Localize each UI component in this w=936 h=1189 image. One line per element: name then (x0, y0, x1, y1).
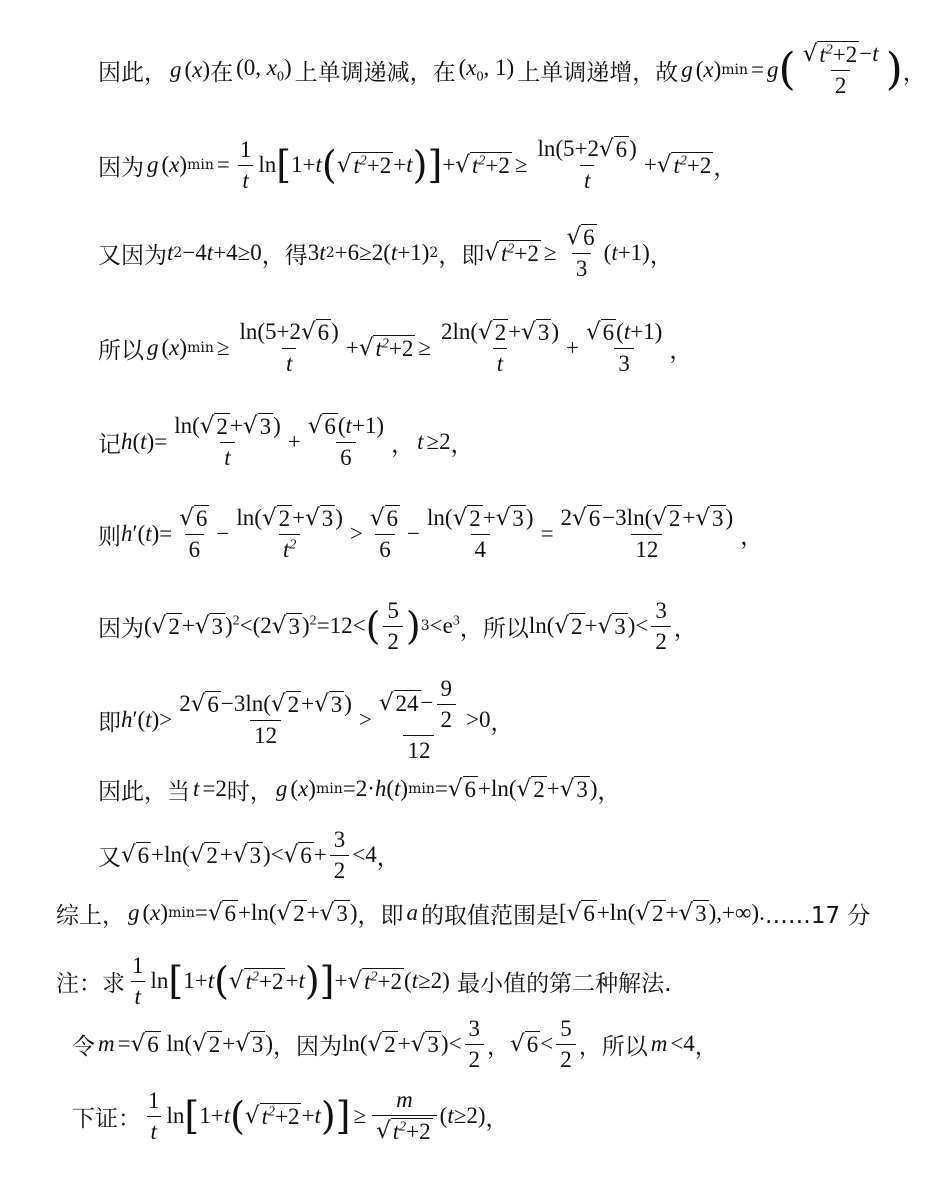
fraction: ln( √ 2 + √ 3 ) $t^2$ (236, 505, 343, 562)
fraction: $\frac{5}{2}$ (383, 598, 403, 655)
line-5-end: ， (450, 431, 474, 458)
line-10: 又 √ 6 +ln( √ 2 + √ 3 )< √ 6 + $\frac{3}{2}$ <4 ， (98, 826, 400, 883)
fraction: $\frac{3}{2}$ (465, 1016, 485, 1073)
line-14-end: ， (485, 1105, 509, 1132)
line-10-end: ， (376, 844, 400, 871)
line-3: 又因为 t 2 −4 t +4≥0 ，得 3 t 2 +6≥2( t +1) 2 ，即 √ $t^2+2$ ≥ √ 6 3 ( t +1) ， (98, 224, 673, 281)
line-13-text: ，因为 (273, 1033, 343, 1060)
formula: g (681, 57, 693, 82)
line-4: 所以 g ( x ) min ≥ ln(5+2 √ 6 ) t + √ $t^2+2$ ≥ 2ln( √ 2 + √ 3 ) t + √ 6 (t+1) 3 ， (98, 319, 693, 376)
line-13-end: ， (694, 1033, 718, 1060)
line-10-prefix: 又 (98, 844, 121, 871)
line-8: 即 h ′( t )> 2 √ 6 −3ln( √ 2 + √ 3 ) 12 > √ 24 − $\frac{9}{2}$ 12 >0 ， (98, 676, 514, 763)
formula: (0, $x_0$) (236, 54, 292, 85)
line-7-text: ，所以 (459, 615, 529, 642)
formula: ($x_0$, 1) (458, 54, 515, 85)
line-13-prefix: 令 (72, 1033, 95, 1060)
line-9-prefix: 因此，当 (98, 778, 190, 805)
line-3-prefix: 又因为 (98, 242, 167, 269)
line-8-prefix: 即 (98, 709, 121, 736)
fraction: $\frac{1}{t}$ (148, 1087, 160, 1144)
line-12-prefix: 注：求 (56, 970, 125, 997)
fraction: $\frac{1}{t}$ (239, 136, 252, 193)
line-9: 因此，当 t =2 时， g ( x ) min =2· h ( t ) min = √ 6 +ln( √ 2 + √ 3 ) ， (98, 766, 621, 812)
fraction: √ 24 − $\frac{9}{2}$ 12 (375, 676, 463, 764)
line-1-text: 上单调递减，在 (294, 59, 456, 86)
line-13-text: ，所以 (578, 1033, 648, 1060)
line-11-prefix: 综上， (56, 902, 125, 929)
line-5: 记 h ( t )= ln( √ 2 + √ 3 ) t + √ 6 (t+1) 6 ， t ≥2 ， (98, 413, 474, 470)
line-14-prefix: 下证： (72, 1105, 141, 1132)
line-1-end: ， (902, 59, 926, 86)
fraction: √ $t^2+2$ −t 2 (802, 41, 879, 98)
line-9-end: ， (597, 778, 621, 805)
line-6-end: ， (740, 523, 764, 550)
line-2-prefix: 因为 (98, 154, 144, 181)
line-12: 注：求 $\frac{1}{t}$ ln [ 1+ t ( √ $t^2+2$ + t ) ] + √ $t^2+2$ ( t ≥2) 最小值的第二种解法. (56, 952, 672, 1009)
line-2-end: ， (713, 154, 737, 181)
score-note: ……17 分 (764, 902, 871, 929)
line-6: 则 h ′( t )= √ 6 6 − ln( √ 2 + √ 3 ) $t^2$ > √ 6 6 − ln( √ 2 + √ 3 ) 4 = 2 √ 6 −3ln( √ 2 + √ 3 ) 12 ， (98, 505, 764, 562)
fraction: √ 6 (t+1) 6 (307, 413, 385, 470)
line-3-end: ， (649, 242, 673, 269)
line-1: 因此， g ( x ) 在 (0, $x_0$) 上单调递减，在 ($x_0$, 1) 上单调递增，故 g ( x ) min = g ( √ $t^2+2$ −t 2 ) ， (98, 41, 926, 98)
fraction: $\frac{3}{2}$ (330, 827, 350, 884)
fraction: 2 √ 6 −3ln( √ 2 + √ 3 ) 12 (179, 691, 352, 748)
formula: g (170, 57, 182, 82)
fraction: 2 √ 6 −3ln( √ 2 + √ 3 ) 12 (560, 505, 734, 562)
fraction: $\frac{1}{t}$ (132, 952, 144, 1009)
line-3-text: ，即 (438, 242, 485, 269)
line-3-text: ，得 (261, 242, 308, 269)
fraction: ln(5+2 √ 6 ) t (239, 319, 339, 376)
line-14: 下证： $\frac{1}{t}$ ln [ 1+ t ( √ $t^2+2$ + t ) ] ≥ m √ $t^2+2$ ( t ≥2) ， (72, 1087, 509, 1144)
line-6-prefix: 则 (98, 523, 121, 550)
line-7-end: ， (673, 615, 697, 642)
fraction: √ 6 6 (369, 505, 399, 562)
line-11-text: 的取值范围是 (420, 902, 559, 929)
line-7: 因为 ( √ 2 + √ 3 )$^2$<(2 √ 3 )$^2$=12< ( $\frac{5}{2}$ ) 3 $<e^3$ ，所以 ln( √ 2 + √ 3 )< $\frac{3}{2}$ ， (98, 597, 697, 654)
line-12-suffix: 最小值的第二种解法. (457, 970, 672, 997)
fraction: √ 6 3 (566, 224, 595, 281)
line-13-text: ， (487, 1033, 511, 1060)
line-7-prefix: 因为 (98, 615, 144, 642)
fraction: ln(5+2 √ 6 ) t (537, 136, 637, 193)
fraction: $\frac{5}{2}$ (556, 1016, 576, 1073)
line-11: 综上， g ( x ) min = √ 6 +ln( √ 2 + √ 3 ) ，即 a 的取值范围是 [ √ 6 +ln( √ 2 + √ 3 ),+∞). ……17 分 (56, 890, 870, 936)
line-8-end: ， (490, 709, 514, 736)
fraction: 2ln( √ 2 + √ 3 ) t (440, 319, 559, 376)
line-4-prefix: 所以 (98, 337, 144, 364)
line-11-text: ，即 (357, 902, 404, 929)
fraction: ln( √ 2 + √ 3 ) 4 (427, 505, 534, 562)
fraction: √ 6 6 (179, 505, 208, 562)
line-5-prefix: 记 (98, 431, 121, 458)
line-1-prefix: 因此， (98, 59, 167, 86)
line-4-end: ， (669, 337, 693, 364)
line-13: 令 m = √ 6 ln( √ 2 + √ 3 ) ，因为 ln( √ 2 + √ 3 )< $\frac{3}{2}$ ， √ 6 < $\frac{5}{2}$ ，所以 m <4 ， (72, 1015, 718, 1072)
fraction: ln( √ 2 + √ 3 ) t (174, 413, 281, 470)
fraction: √ 6 (t+1) 3 (585, 319, 663, 376)
fraction: m √ $t^2+2$ (372, 1087, 437, 1145)
line-9-text: 时， (226, 778, 273, 805)
line-1-text: 上单调递增，故 (517, 59, 679, 86)
line-1-text: 在 (210, 59, 234, 86)
fraction: $\frac{3}{2}$ (651, 598, 671, 655)
line-2: 因为 g ( x ) min = $\frac{1}{t}$ ln [ 1+ t ( √ $t^2+2$ + t ) ] + √ $t^2+2$ ≥ ln(5+2 √ 6 ) t + √ $t^2+2$ ， (98, 136, 737, 193)
